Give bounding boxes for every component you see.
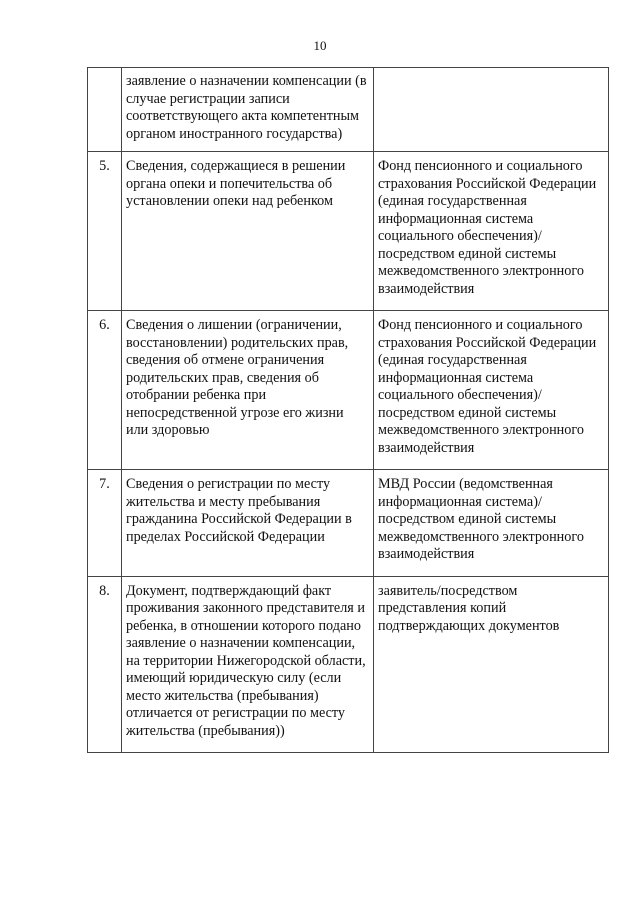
table-row xyxy=(88,470,609,577)
page-number: 10 xyxy=(313,38,327,53)
table-row xyxy=(88,311,609,470)
requirements-table xyxy=(87,67,609,753)
row-source: Фонд пенсионного и социального страхования Российской Федерации (единая государственная информационная система социального обеспечения)/посредством единой системы межведомственного электронного взаимодействия xyxy=(374,311,609,470)
row-number: 6. xyxy=(88,311,122,470)
table-row xyxy=(88,576,609,753)
row-source: заявитель/посредством представления копий подтверждающих документов xyxy=(374,576,609,753)
row-description: Документ, подтверждающий факт проживания законного представителя и ребенка, в отношении которого подано заявление о назначении компенсации, на территории Нижегородской области, имеющий юридическую силу (если место жительства (пребывания) отличается от регистрации по месту жительства (пребывания)) xyxy=(122,576,374,753)
row-source: Фонд пенсионного и социального страхования Российской Федерации (единая государственная информационная система социального обеспечения)/посредством единой системы межведомственного электронного взаимодействия xyxy=(374,152,609,311)
table-row xyxy=(88,152,609,311)
row-number: 7. xyxy=(88,470,122,577)
row-source xyxy=(374,68,609,152)
row-source: МВД России (ведомственная информационная система)/посредством единой системы межведомственного электронного взаимодействия xyxy=(374,470,609,577)
row-description: Сведения о лишении (ограничении, восстановлении) родительских прав, сведения об отмене ограничения родительских прав, сведения об отобрании ребенка при непосредственной угрозе его жизни или здоровью xyxy=(122,311,374,470)
table-row xyxy=(88,68,609,152)
row-description: Сведения о регистрации по месту жительства и месту пребывания гражданина Российской Федерации в пределах Российской Федерации xyxy=(122,470,374,577)
row-number: 8. xyxy=(88,576,122,753)
row-number: 5. xyxy=(88,152,122,311)
row-description: Сведения, содержащиеся в решении органа опеки и попечительства об установлении опеки над ребенком xyxy=(122,152,374,311)
row-description: заявление о назначении компенсации (в случае регистрации записи соответствующего акта компетентным органом иностранного государства) xyxy=(122,68,374,152)
row-number xyxy=(88,68,122,152)
